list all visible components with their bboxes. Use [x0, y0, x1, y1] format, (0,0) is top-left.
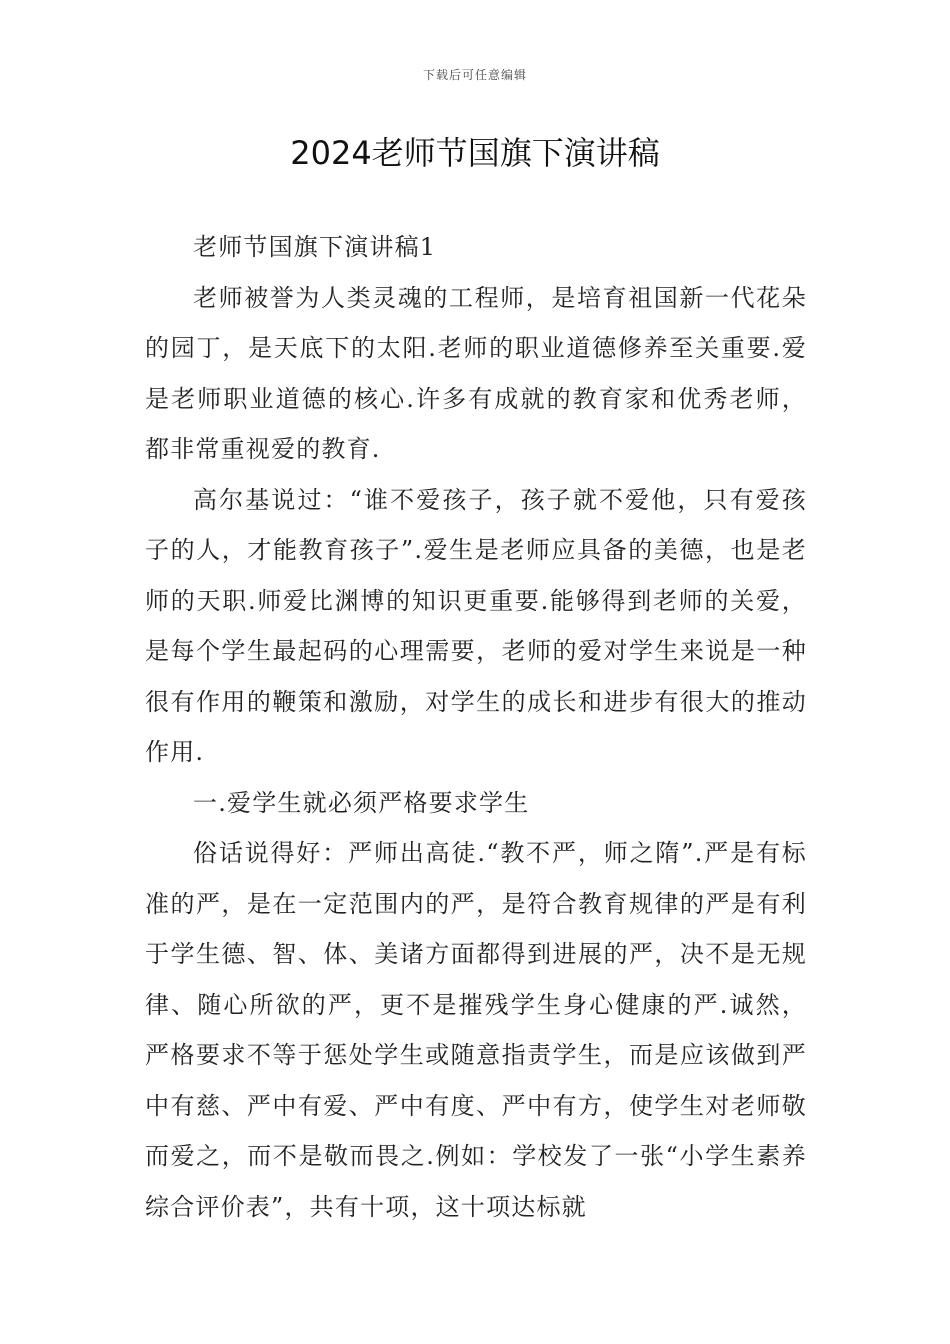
document-title: 2024老师节国旗下演讲稿	[290, 134, 660, 172]
section-heading: 老师节国旗下演讲稿1	[193, 233, 437, 261]
paragraph: 俗话说得好：严师出高徒.“教不严，师之隋”.严是有标准的严，是在一定范围内的严，是符合教育规律的严是有利于学生德、智、体、美诸方面都得到进展的严，决不是无规律、随心所欲的严，更不是摧残学生身心健康的严.诚然，严格要求不等于惩处学生或随意指责学生，而是应该做到严中有慈、严中有爱、严中有度、严中有方，使学生对老师敬而爱之，而不是敬而畏之.例如：学校发了一张“小学生素养综合评价表”，共有十项，这十项达标就	[145, 839, 807, 1221]
paragraph: 老师被誉为人类灵魂的工程师，是培育祖国新一代花朵的园丁，是天底下的太阳.老师的职业道德修养至关重要.爱是老师职业道德的核心.许多有成就的教育家和优秀老师，都非常重视爱的教育.	[145, 283, 807, 463]
subheading: 一.爱学生就必须严格要求学生	[193, 788, 530, 817]
header-note: 下载后可任意编辑	[422, 68, 527, 82]
paragraph: 高尔基说过：“谁不爱孩子，孩子就不爱他，只有爱孩子的人，才能教育孩子”.爱生是老师应具备的美德，也是老师的天职.师爱比渊博的知识更重要.能够得到老师的关爱，是每个学生最起码的心理需要，老师的爱对学生来说是一种很有作用的鞭策和激励，对学生的成长和进步有很大的推动作用.	[145, 485, 807, 766]
document-body	[145, 222, 807, 1232]
